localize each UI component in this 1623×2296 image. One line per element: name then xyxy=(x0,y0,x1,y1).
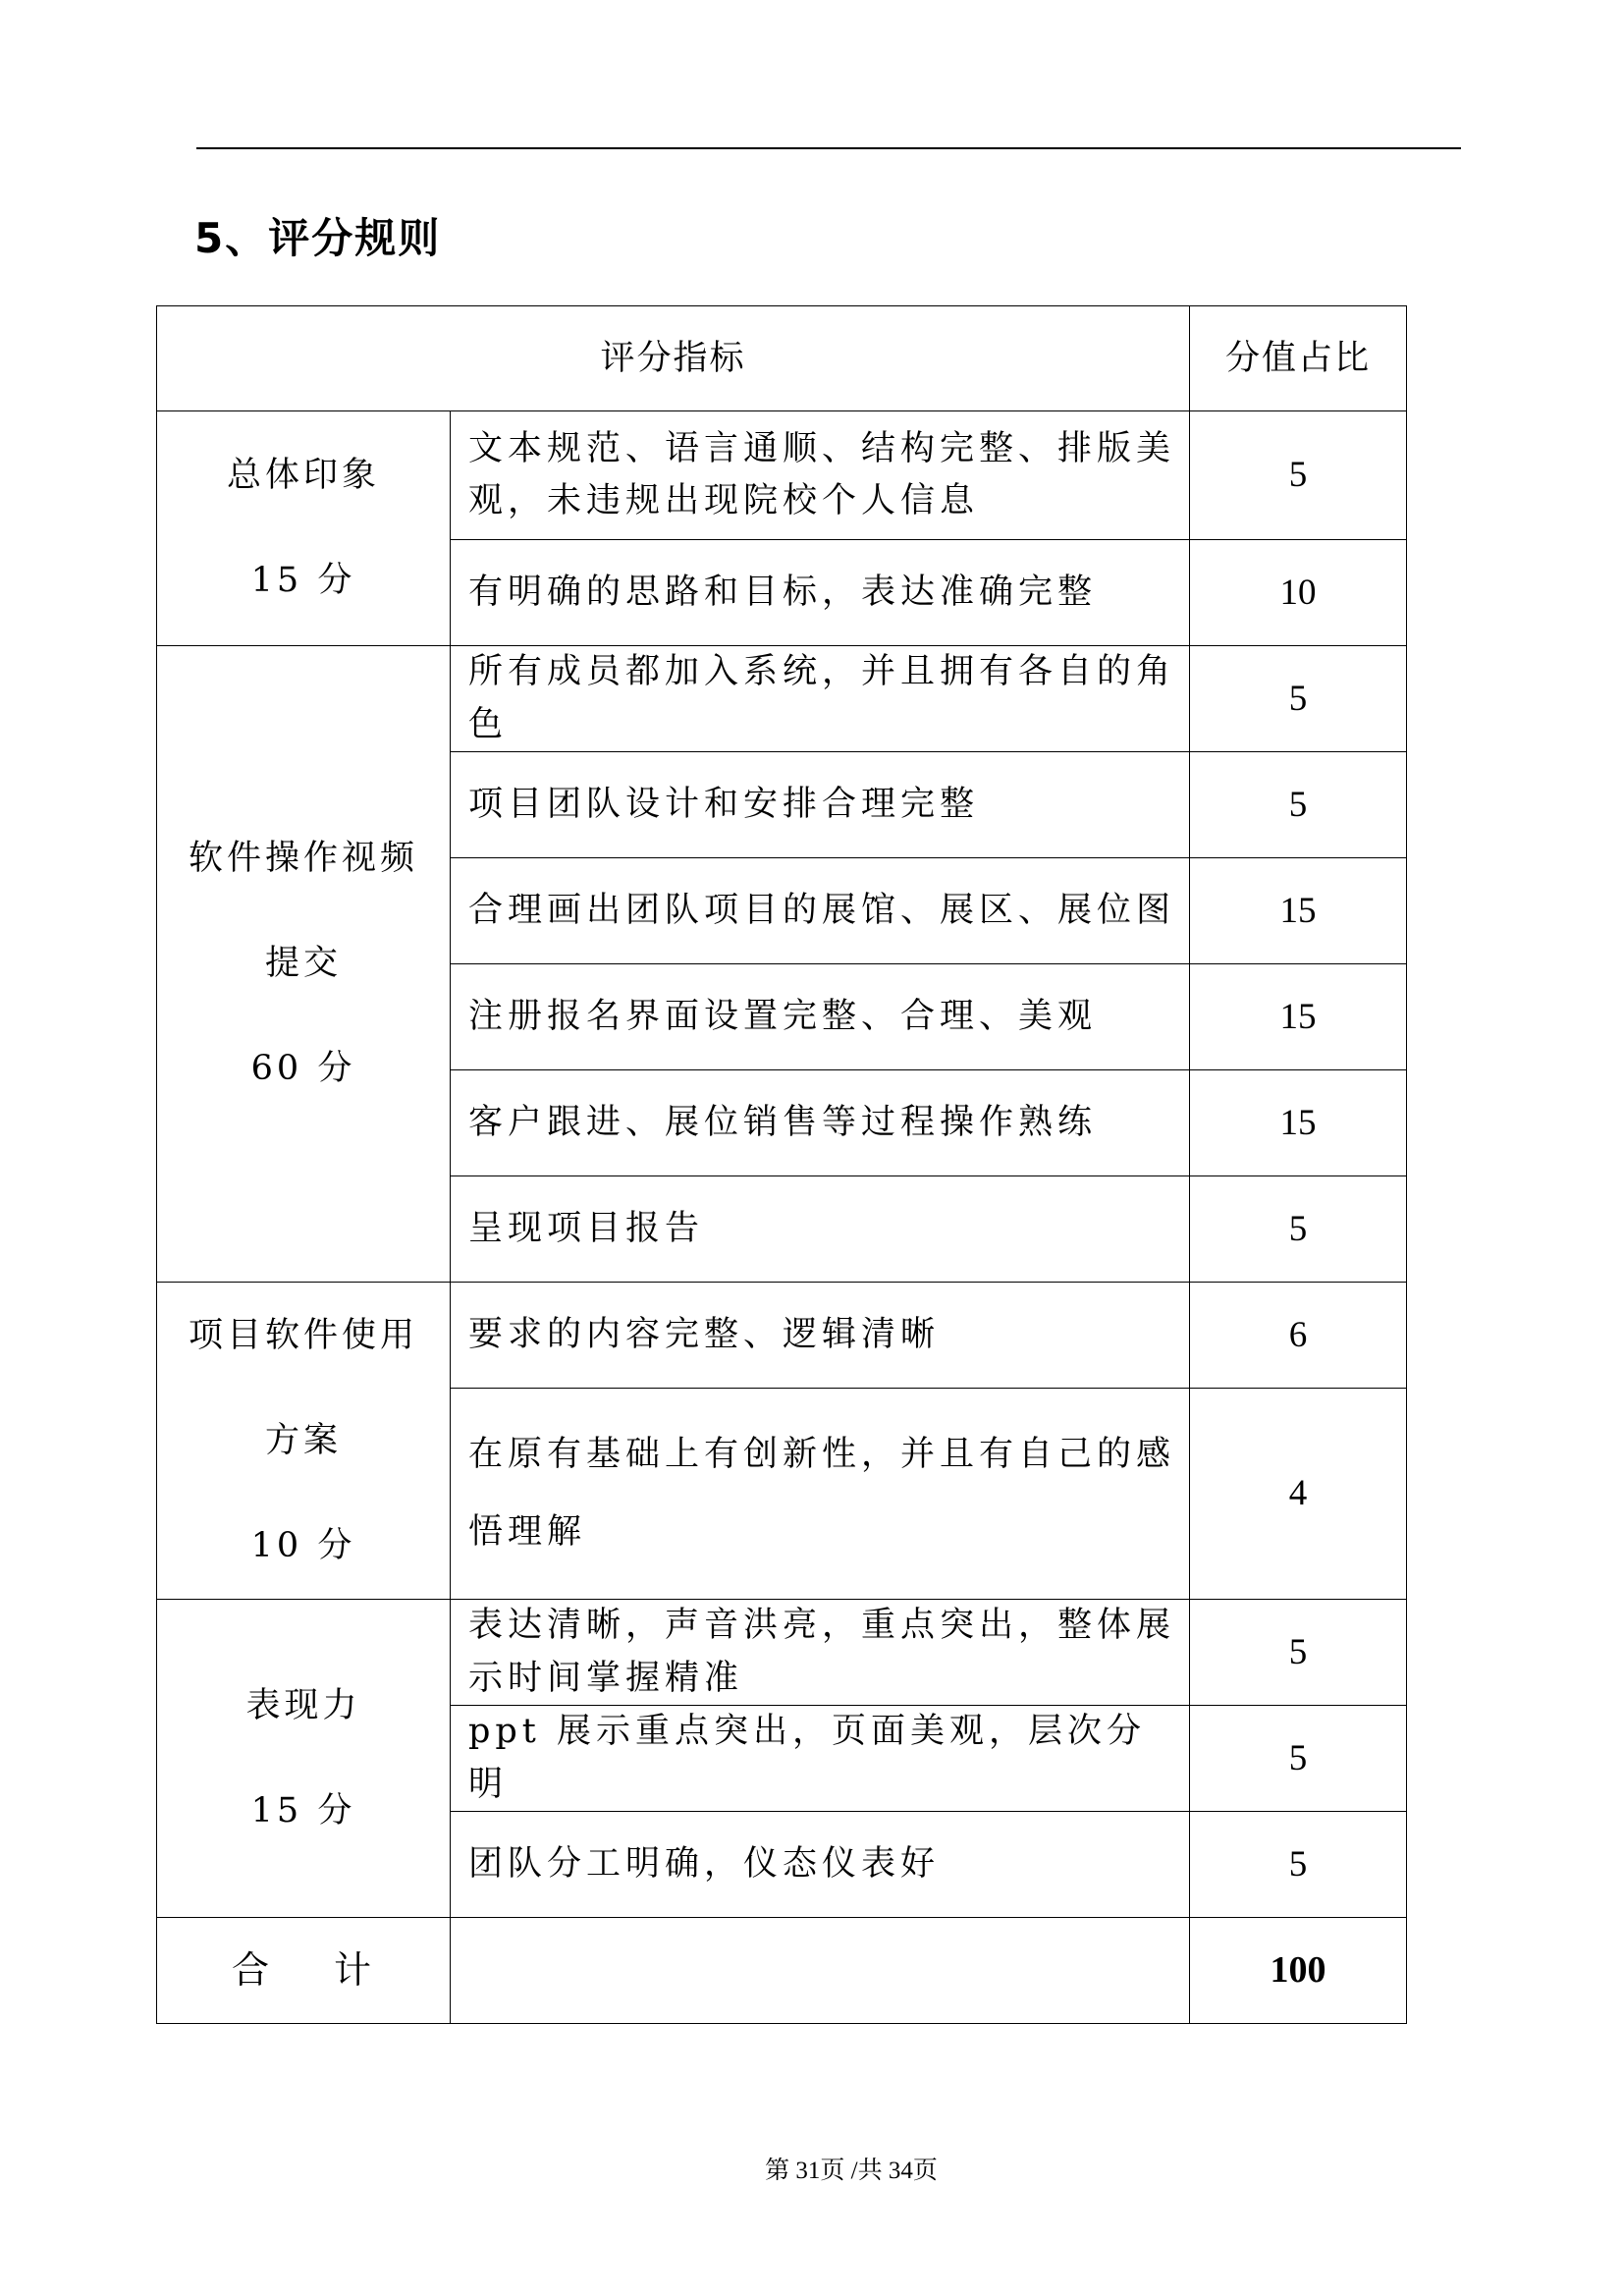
header-indicator: 评分指标 xyxy=(157,306,1190,411)
item-text: 项目团队设计和安排合理完整 xyxy=(451,752,1190,858)
item-score: 4 xyxy=(1190,1389,1407,1600)
item-text: ppt 展示重点突出，页面美观，层次分明 xyxy=(451,1706,1190,1812)
table-row xyxy=(157,1283,1407,1389)
total-value: 100 xyxy=(1190,1918,1407,2024)
item-text: 要求的内容完整、逻辑清晰 xyxy=(451,1283,1190,1389)
item-score: 6 xyxy=(1190,1283,1407,1389)
category-name: 总体印象 xyxy=(226,456,380,495)
category-presentation xyxy=(157,1600,451,1918)
page-footer: 第 31页 /共 34页 xyxy=(765,2158,938,2184)
item-text: 有明确的思路和目标，表达准确完整 xyxy=(451,540,1190,646)
item-text: 团队分工明确，仪态仪表好 xyxy=(451,1812,1190,1918)
header-score: 分值占比 xyxy=(1190,306,1407,411)
item-text: 在原有基础上有创新性，并且有自己的感悟理解 xyxy=(451,1389,1190,1600)
total-label xyxy=(157,1918,451,2024)
item-score: 5 xyxy=(1190,1600,1407,1706)
category-name: 项目软件使用 xyxy=(188,1315,418,1355)
table-row xyxy=(157,1600,1407,1706)
category-name-cont: 方案 xyxy=(264,1420,342,1460)
total-label-right: 计 xyxy=(334,1948,376,1992)
category-software-plan xyxy=(157,1283,451,1600)
category-points: 10 分 xyxy=(250,1525,356,1565)
table-row xyxy=(157,411,1407,540)
item-score: 5 xyxy=(1190,1706,1407,1812)
category-name: 软件操作视频 xyxy=(188,839,418,878)
item-score: 5 xyxy=(1190,411,1407,540)
item-text: 表达清晰，声音洪亮，重点突出，整体展示时间掌握精准 xyxy=(451,1600,1190,1706)
item-score: 5 xyxy=(1190,1176,1407,1283)
item-text: 呈现项目报告 xyxy=(451,1176,1190,1283)
item-text: 合理画出团队项目的展馆、展区、展位图 xyxy=(451,858,1190,964)
category-name-cont: 提交 xyxy=(264,944,342,983)
category-name: 表现力 xyxy=(245,1685,361,1725)
item-score: 5 xyxy=(1190,1812,1407,1918)
table-header-row xyxy=(157,306,1407,411)
item-score: 15 xyxy=(1190,1070,1407,1176)
item-text: 所有成员都加入系统，并且拥有各自的角色 xyxy=(451,646,1190,752)
item-score: 5 xyxy=(1190,646,1407,752)
total-row xyxy=(157,1918,1407,2024)
item-text: 客户跟进、展位销售等过程操作熟练 xyxy=(451,1070,1190,1176)
item-score: 5 xyxy=(1190,752,1407,858)
item-score: 10 xyxy=(1190,540,1407,646)
category-points: 15 分 xyxy=(250,561,356,600)
category-software-video xyxy=(157,646,451,1283)
category-points: 15 分 xyxy=(250,1790,356,1831)
total-label-left: 合 xyxy=(231,1948,273,1992)
header-rule xyxy=(196,147,1461,149)
item-text: 注册报名界面设置完整、合理、美观 xyxy=(451,964,1190,1070)
scoring-table xyxy=(156,305,1407,2024)
table-row xyxy=(157,646,1407,752)
section-heading: 5、评分规则 xyxy=(194,214,442,262)
total-empty-cell xyxy=(451,1918,1190,2024)
item-score: 15 xyxy=(1190,858,1407,964)
item-text: 文本规范、语言通顺、结构完整、排版美观，未违规出现院校个人信息 xyxy=(451,411,1190,540)
category-points: 60 分 xyxy=(250,1049,356,1088)
item-score: 15 xyxy=(1190,964,1407,1070)
category-overall xyxy=(157,411,451,646)
